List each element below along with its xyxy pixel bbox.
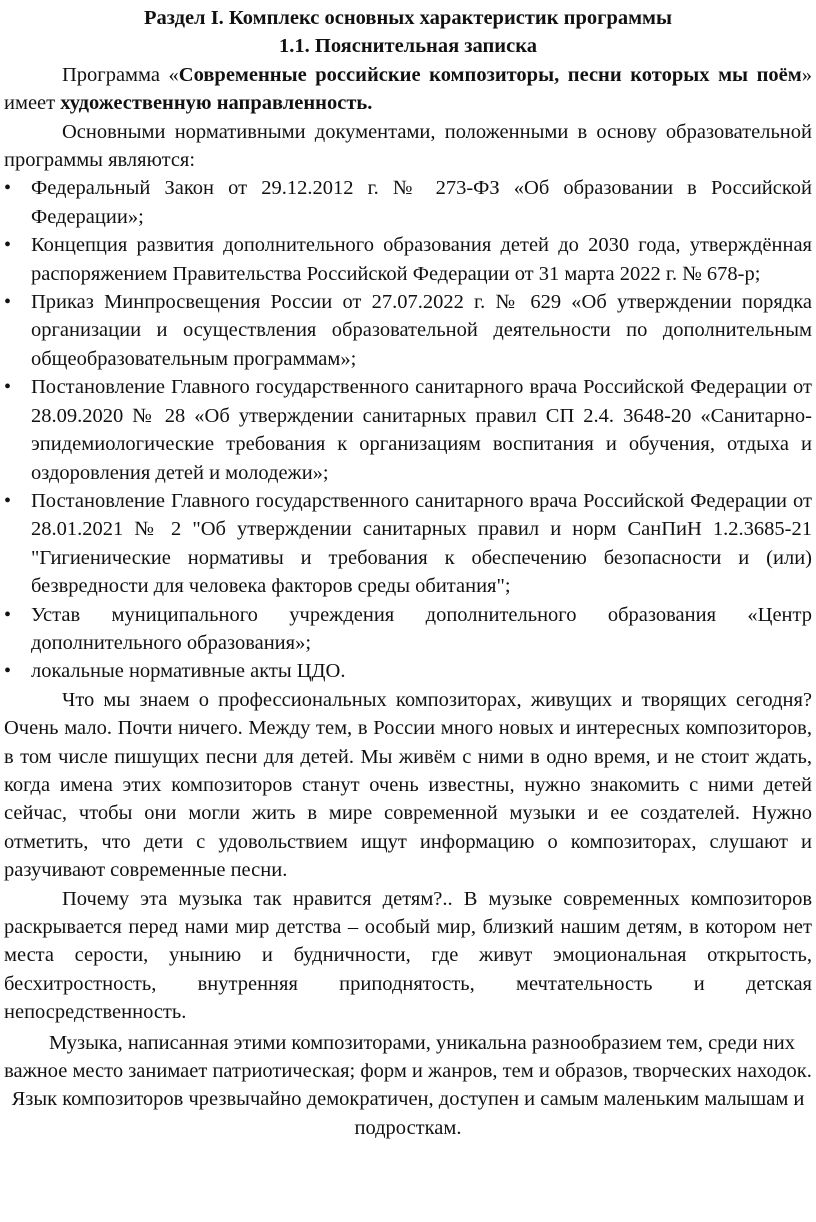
- list-item: • локальные нормативные акты ЦДО.: [4, 657, 812, 685]
- program-name: Современные российские композиторы, песни которых мы поём: [178, 63, 802, 86]
- list-item: • Постановление Главного государственного санитарного врача Российской Федерации от 28.09.2020 № 28 «Об утверждении санитарных правил СП 2.4. 3648-20 «Санитарно-эпидемиологические требования к организациям воспитания и обучения, отдыха и оздоровления детей и молодежи»;: [4, 373, 812, 487]
- list-item: • Концепция развития дополнительного образования детей до 2030 года, утверждённая распоряжением Правительства Российской Федерации от 31 марта 2022 г. № 678-р;: [4, 231, 812, 288]
- intro-text-2: » имеет: [4, 63, 812, 115]
- section-title: Раздел I. Комплекс основных характеристик программы: [143, 7, 673, 29]
- list-item: • Устав муниципального учреждения дополнительного образования «Центр дополнительного образования»;: [4, 601, 812, 658]
- closing-rest: тем, среди них важное место занимает патриотическая; форм и жанров, тем и образов, творческих находок. Язык композиторов чрезвычайно демократичен, доступен и самым маленьким малышам и подросткам.: [4, 1031, 812, 1139]
- documents-list: [4, 174, 812, 685]
- list-item: • Федеральный Закон от 29.12.2012 г. № 273-ФЗ «Об образовании в Российской Федерации»;: [4, 174, 812, 231]
- documents-intro: Основными нормативными документами, положенными в основу образовательной программы являются:: [4, 120, 812, 172]
- program-orientation: художественную направленность.: [60, 92, 373, 115]
- composers-paragraph: Что мы знаем о профессиональных композиторах, живущих и творящих сегодня? Очень мало. Почти ничего. Между тем, в России много новых и интересных композиторов, в том числе пишущих песни для детей. Мы живём с ними в одно время, и не стоит ждать, когда имена этих композиторов станут очень известны, нужно знакомить с ними детей сейчас, чтобы они могли жить в мире современной музыки и ее создателей. Нужно отметить, что дети с удовольствием ищут информацию о композиторах, слушают и разучивают современные песни.: [4, 688, 812, 882]
- closing-line-1: Музыка, написанная этими композиторами, уникальна разнообразием: [49, 1031, 662, 1054]
- why-paragraph: Почему эта музыка так нравится детям?.. В музыке современных композиторов раскрывается перед нами мир детства – особый мир, близкий нашим детям, в котором нет места серости, унынию и будничности, где живут эмоциональная открытость, бесхитростность, внутренняя приподнятость, мечтательность и детская непосредственность.: [4, 887, 812, 1024]
- intro-paragraph: [4, 61, 812, 118]
- list-item: • Постановление Главного государственного санитарного врача Российской Федерации от 28.01.2021 № 2 "Об утверждении санитарных правил и норм СанПиН 1.2.3685-21 "Гигиенические нормативы и требования к обеспечению безопасности и (или) безвредности для человека факторов среды обитания";: [4, 487, 812, 601]
- intro-text-1: Программа «: [62, 63, 179, 86]
- subsection-title: 1.1. Пояснительная записка: [279, 35, 537, 58]
- closing-paragraph: [4, 1029, 812, 1143]
- list-item: • Приказ Минпросвещения России от 27.07.2022 г. № 629 «Об утверждении порядка организации и осуществления образовательной деятельности по дополнительным общеобразовательным программам»;: [4, 288, 812, 373]
